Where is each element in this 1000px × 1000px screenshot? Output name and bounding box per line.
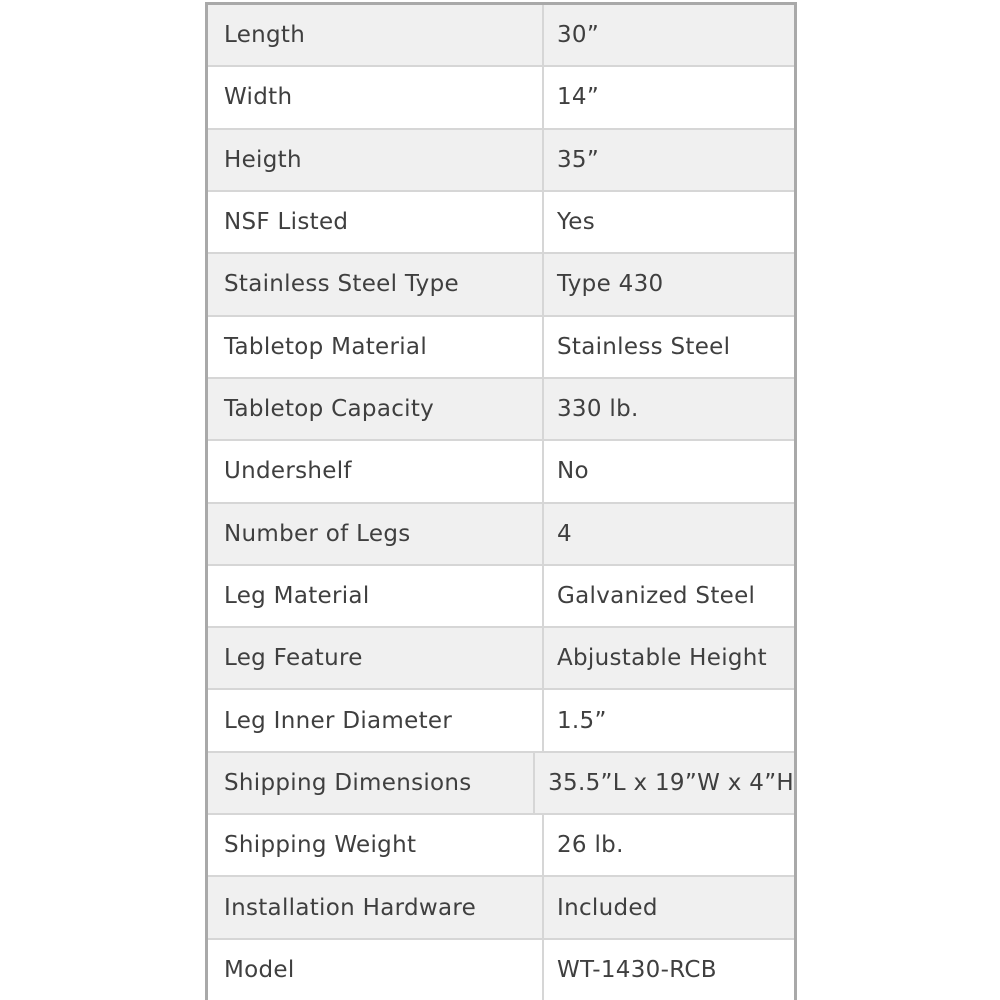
spec-label: NSF Listed xyxy=(208,192,544,252)
spec-row-height xyxy=(208,130,794,192)
spec-label: Leg Feature xyxy=(208,628,544,688)
spec-row-tabletop-material xyxy=(208,317,794,379)
spec-label: Stainless Steel Type xyxy=(208,254,544,314)
spec-label: Leg Inner Diameter xyxy=(208,690,544,750)
spec-value: Yes xyxy=(557,209,596,236)
spec-label: Heigth xyxy=(208,130,544,190)
spec-value: WT-1430-RCB xyxy=(557,956,717,983)
spec-label: Leg Material xyxy=(208,566,544,626)
specifications-table xyxy=(205,2,797,1000)
spec-value: Included xyxy=(557,894,658,921)
spec-row-model xyxy=(208,940,794,1000)
spec-label: Length xyxy=(208,5,544,65)
spec-label: Tabletop Capacity xyxy=(208,379,544,439)
spec-row-shipping-weight xyxy=(208,815,794,877)
spec-row-length xyxy=(208,5,794,67)
spec-label: Number of Legs xyxy=(208,504,544,564)
spec-row-number-of-legs xyxy=(208,504,794,566)
spec-value: No xyxy=(557,458,589,485)
spec-value: 26 lb. xyxy=(557,832,624,859)
spec-label: Model xyxy=(208,940,544,1000)
spec-row-shipping-dimensions xyxy=(208,753,794,815)
spec-label: Installation Hardware xyxy=(208,877,544,937)
spec-label: Undershelf xyxy=(208,441,544,501)
spec-row-leg-material xyxy=(208,566,794,628)
spec-label: Shipping Weight xyxy=(208,815,544,875)
spec-row-tabletop-capacity xyxy=(208,379,794,441)
spec-value: Stainless Steel xyxy=(557,333,731,360)
spec-value: 30” xyxy=(557,22,600,49)
spec-row-stainless-steel-type xyxy=(208,254,794,316)
spec-label: Width xyxy=(208,67,544,127)
spec-label: Tabletop Material xyxy=(208,317,544,377)
spec-row-width xyxy=(208,67,794,129)
spec-row-leg-feature xyxy=(208,628,794,690)
spec-label: Shipping Dimensions xyxy=(208,753,535,813)
spec-value: 35.5”L x 19”W x 4”H xyxy=(548,769,794,796)
spec-row-installation-hardware xyxy=(208,877,794,939)
spec-value: 4 xyxy=(557,520,572,547)
spec-row-undershelf xyxy=(208,441,794,503)
spec-value: 14” xyxy=(557,84,600,111)
spec-row-leg-inner-diameter xyxy=(208,690,794,752)
spec-value: 330 lb. xyxy=(557,396,639,423)
spec-value: Type 430 xyxy=(557,271,664,298)
spec-value: Abjustable Height xyxy=(557,645,767,672)
spec-value: Galvanized Steel xyxy=(557,582,756,609)
spec-value: 1.5” xyxy=(557,707,607,734)
spec-row-nsf-listed xyxy=(208,192,794,254)
spec-value: 35” xyxy=(557,146,600,173)
